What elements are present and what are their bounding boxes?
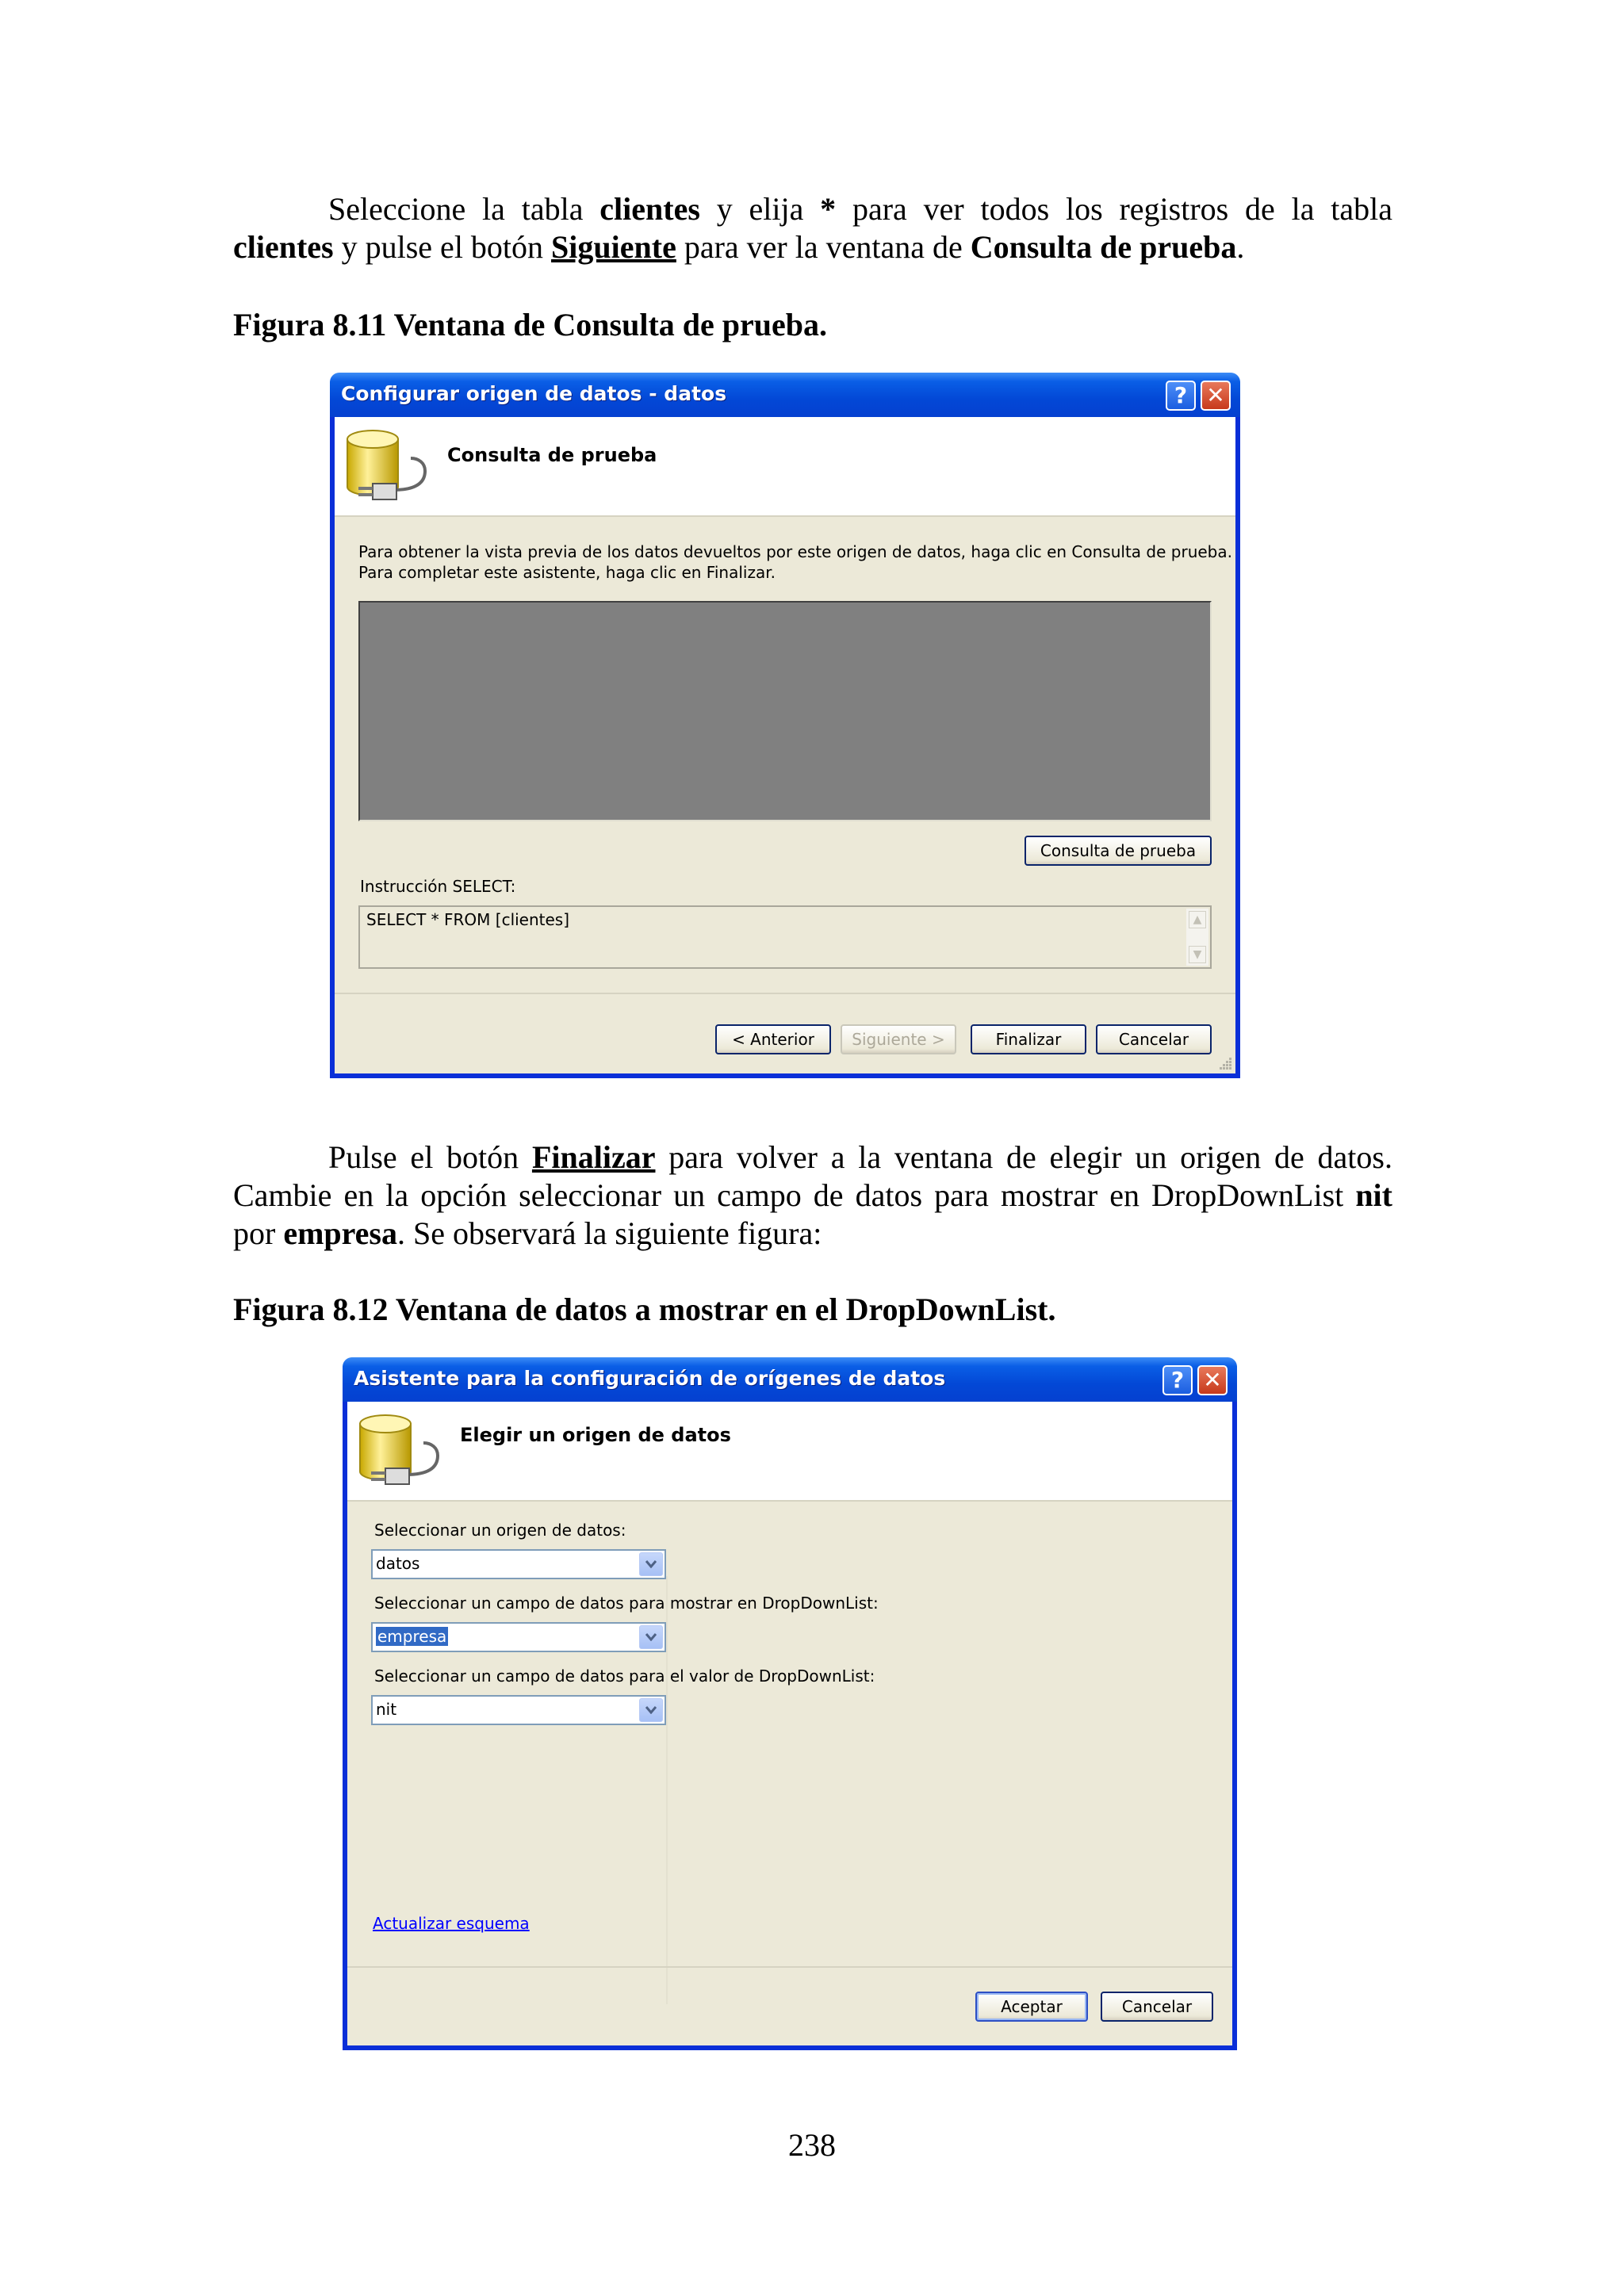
dialog-elegir-origen: [343, 1357, 1237, 2050]
header-title: Elegir un origen de datos: [460, 1424, 731, 1446]
footer-divider: [347, 1966, 1232, 1968]
window-title: Configurar origen de datos - datos: [341, 382, 727, 405]
field3-label: Seleccionar un campo de datos para el valor de DropDownList:: [374, 1667, 875, 1686]
finish-button[interactable]: Finalizar: [971, 1024, 1086, 1054]
dialog-body: [347, 1402, 1232, 2045]
chevron-down-icon[interactable]: [639, 1552, 663, 1576]
dropdown-value: empresa: [377, 1627, 447, 1646]
value-field-dropdown[interactable]: [371, 1695, 666, 1725]
figure-caption-1: Figura 8.11 Ventana de Consulta de prueba.: [233, 307, 828, 342]
paragraph-2-line-3: por empresa. Se observará la siguiente figura:: [233, 1215, 822, 1251]
wizard-header: [335, 417, 1235, 517]
window-title: Asistente para la configuración de orígenes de datos: [354, 1367, 946, 1390]
close-button[interactable]: ✕: [1201, 381, 1231, 411]
figure-caption-2: Figura 8.12 Ventana de datos a mostrar en el DropDownList.: [233, 1292, 1056, 1327]
test-query-button[interactable]: Consulta de prueba: [1025, 836, 1212, 866]
paragraph-1-line-1: Seleccione la tabla clientes y elija * para ver todos los registros de la tabla: [328, 191, 1392, 227]
instruction-text-1: Para obtener la vista previa de los datos devueltos por este origen de datos, haga clic en Consulta de prueba.: [358, 542, 1232, 561]
scrollbar[interactable]: [1186, 909, 1208, 966]
refresh-schema-link[interactable]: Actualizar esquema: [373, 1914, 530, 1933]
paragraph-1: [233, 190, 1392, 266]
dropdown-value: datos: [376, 1554, 420, 1573]
field2-label: Seleccionar un campo de datos para mostrar en DropDownList:: [374, 1594, 879, 1613]
column-divider: [666, 1576, 668, 2004]
chevron-down-icon[interactable]: [639, 1698, 663, 1722]
cancel-button[interactable]: Cancelar: [1096, 1024, 1212, 1054]
results-grid[interactable]: [358, 601, 1212, 821]
select-statement-box[interactable]: [358, 905, 1212, 969]
help-button[interactable]: ?: [1166, 381, 1196, 411]
resize-grip-icon[interactable]: [1216, 1054, 1232, 1070]
dialog-body: [335, 417, 1235, 1073]
select-statement: SELECT * FROM [clientes]: [366, 910, 570, 929]
chevron-down-icon[interactable]: [639, 1625, 663, 1649]
next-button[interactable]: Siguiente >: [841, 1024, 956, 1054]
scroll-up-icon[interactable]: ▲: [1189, 911, 1206, 928]
paragraph-1-line-2: clientes y pulse el botón Siguiente para ver la ventana de Consulta de prueba.: [233, 229, 1245, 265]
scroll-down-icon[interactable]: ▼: [1189, 946, 1206, 963]
database-connection-icon: [344, 428, 438, 511]
paragraph-2-line-2: Cambie en la opción seleccionar un campo de datos para mostrar en DropDownList nit: [233, 1177, 1392, 1213]
field1-label: Seleccionar un origen de datos:: [374, 1521, 626, 1540]
dialog-consulta-prueba: [330, 373, 1240, 1078]
cancel-button[interactable]: Cancelar: [1101, 1992, 1213, 2022]
dropdown-value: nit: [376, 1700, 397, 1719]
data-source-dropdown[interactable]: [371, 1549, 666, 1579]
wizard-header: [347, 1402, 1232, 1502]
help-button[interactable]: ?: [1162, 1365, 1193, 1395]
paragraph-2-line-1: Pulse el botón Finalizar para volver a la ventana de elegir un origen de datos.: [328, 1139, 1392, 1175]
footer-divider: [335, 993, 1235, 994]
header-title: Consulta de prueba: [447, 444, 657, 466]
page-number: 238: [788, 2127, 836, 2163]
display-field-dropdown[interactable]: [371, 1622, 666, 1652]
instruction-text-2: Para completar este asistente, haga clic en Finalizar.: [358, 563, 776, 582]
title-bar[interactable]: [330, 373, 1240, 417]
title-bar[interactable]: [343, 1357, 1237, 1402]
paragraph-2: [233, 1138, 1392, 1253]
close-button[interactable]: ✕: [1197, 1365, 1228, 1395]
select-label: Instrucción SELECT:: [360, 877, 516, 896]
database-connection-icon: [357, 1413, 450, 1495]
ok-button[interactable]: Aceptar: [975, 1992, 1088, 2022]
back-button[interactable]: < Anterior: [715, 1024, 831, 1054]
